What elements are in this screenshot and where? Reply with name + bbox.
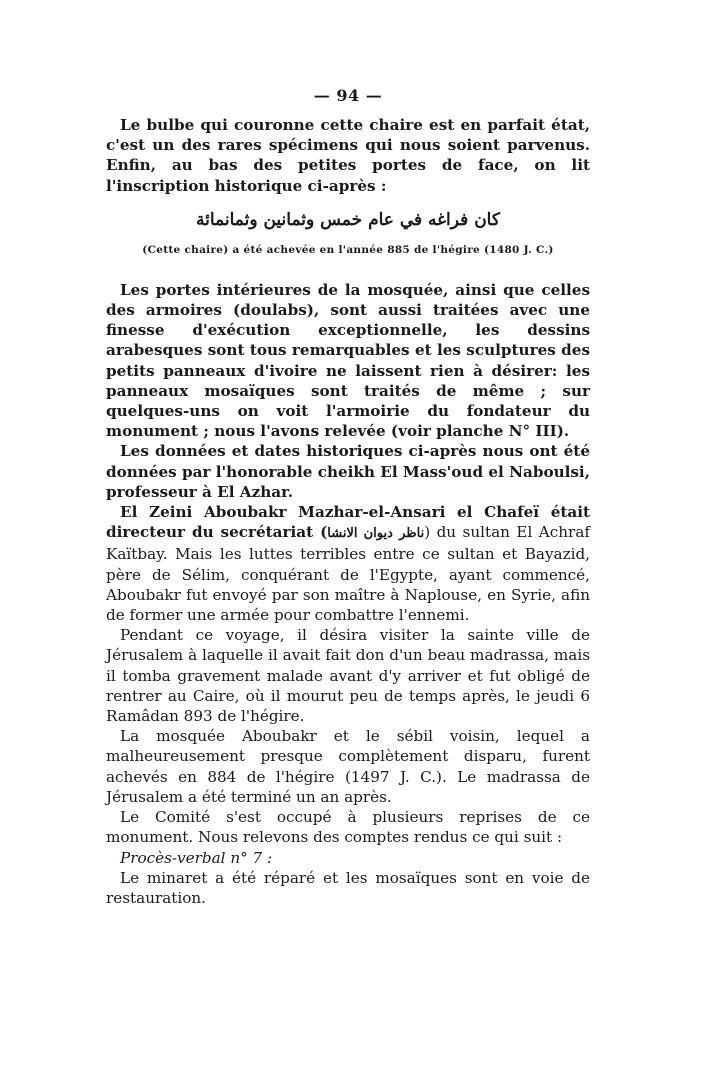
document-page bbox=[106, 86, 590, 908]
paragraph-chaire-bulbe: Le bulbe qui couronne cette chaire est en parfait état, c'est un des rares spécimens qui nous soient parvenus. Enfin, au bas des petites portes de face, on lit l'inscription historique ci-après : bbox=[106, 116, 590, 195]
inscription-translation-caption: (Cette chaire) a été achevée en l'année 885 de l'hégire (1480 J. C.) bbox=[142, 243, 554, 256]
paragraph-el-zeini bbox=[106, 502, 590, 625]
paragraph-portes-interieures: Les portes intérieures de la mosquée, ainsi que celles des armoires (doulabs), sont aussi traitées avec une finesse d'exécution exceptionnelle, les dessins arabesques sont tous remarquables et les sculptures des petits panneaux d'ivoire ne laissent rien à désirer: les panneaux mosaïques sont traités de même ; sur quelques-uns on voit l'armoirie du fondateur du monument ; nous l'avons relevée (voir planche N° III). bbox=[106, 280, 590, 441]
proces-verbal-heading: Procès-verbal n° 7 : bbox=[120, 848, 273, 867]
paragraph-minaret: Le minaret a été réparé et les mosaïques sont en voie de restauration. bbox=[106, 868, 590, 907]
arabic-title-inline: ناظر ديوان الانشا bbox=[327, 526, 425, 542]
paragraph-comite: Le Comité s'est occupé à plusieurs reprises de ce monument. Nous relevons des comptes rendus ce qui suit : bbox=[106, 808, 590, 847]
paragraph-voyage: Pendant ce voyage, il désira visiter la sainte ville de Jérusalem à laquelle il avait fait don d'un beau madrassa, mais il tomba gravement malade avant d'y arriver et fut obligé de rentrer au Caire, où il mourut peu de temps après, le jeudi 6 Ramâdan 893 de l'hégire. bbox=[106, 626, 590, 726]
el-zeini-text-end: ) du sultan El Achraf Kaïtbay. Mais les luttes terribles entre ce sultan et Bayazid, père de Sélim, conquérant de l'Egypte, ayant commencé, Aboubakr fut envoyé par son maître à Naplouse, en Syrie, afin de former une armée pour combattre l'ennemi. bbox=[106, 523, 590, 625]
el-zeini-text-start: El Zeini Aboubakr Mazhar-el-Ansari el Chafeï était directeur du secrétariat ( bbox=[106, 503, 590, 542]
arabic-inscription: كان فراغه في عام خمس وثمانين وثمانمائة bbox=[196, 209, 500, 230]
paragraph-donnees-historiques: Les données et dates historiques ci-après nous ont été données par l'honorable cheikh El Mass'oud el Naboulsi, professeur à El Azhar. bbox=[106, 442, 590, 501]
page-number: — 94 — bbox=[313, 86, 383, 105]
paragraph-mosquee-sebil: La mosquée Aboubakr et le sébil voisin, lequel a malheureusement presque complètement disparu, furent achevés en 884 de l'hégire (1497 J. C.). Le madrassa de Jérusalem a été terminé un an après. bbox=[106, 727, 590, 806]
